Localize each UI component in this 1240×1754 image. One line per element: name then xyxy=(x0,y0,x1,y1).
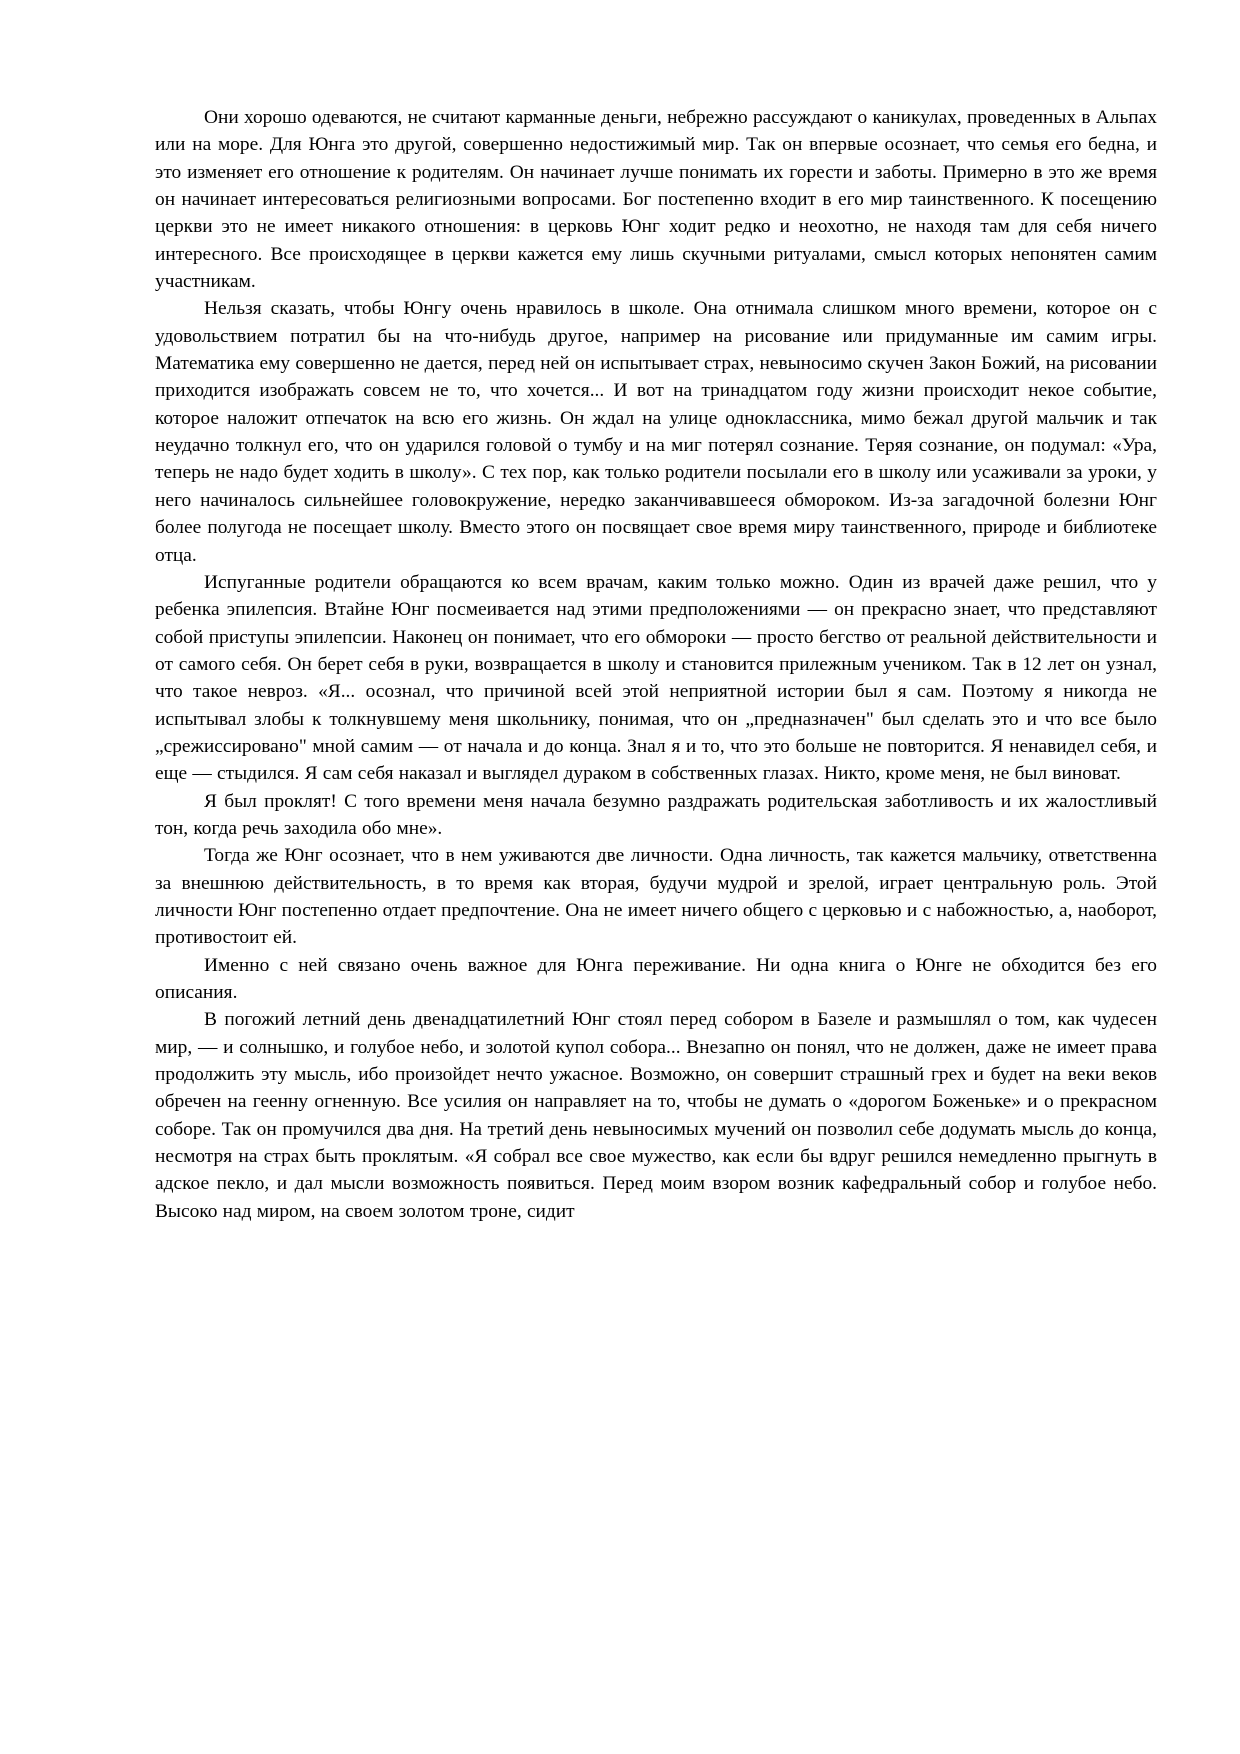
paragraph: Именно с ней связано очень важное для Юнга переживание. Ни одна книга о Юнге не обходится без его описания. xyxy=(155,954,1157,1003)
paragraph: В погожий летний день двенадцатилетний Юнг стоял перед собором в Базеле и размышлял о том, как чудесен мир, — и солнышко, и голубое небо, и золотой купол собора... Внезапно он понял, что не должен, даже не имеет права продолжить эту мысль, ибо произойдет нечто ужасное. Возможно, он совершит страшный грех и будет на веки веков обречен на геенну огненную. Все усилия он направляет на то, чтобы не думать о «дорогом Боженьке» и о прекрасном соборе. Так он промучился два дня. На третий день невыносимых мучений он позволил себе додумать мысль до конца, несмотря на страх быть проклятым. «Я собрал все свое мужество, как если бы вдруг решился немедленно прыгнуть в адское пекло, и дал мысли возможность появиться. Перед моим взором возник кафедральный собор и голубое небо. Высоко над миром, на своем золотом троне, сидит xyxy=(155,1009,1157,1222)
body-text-column xyxy=(155,104,1157,1225)
paragraph: Я был проклят! С того времени меня начала безумно раздражать родительская заботливость и их жалостливый тон, когда речь заходила обо мне». xyxy=(155,790,1157,839)
paragraph: Испуганные родители обращаются ко всем врачам, каким только можно. Один из врачей даже решил, что у ребенка эпилепсия. Втайне Юнг посмеивается над этими предположениями — он прекрасно знает, что представляют собой приступы эпилепсии. Наконец он понимает, что его обмороки — просто бегство от реальной действительности и от самого себя. Он берет себя в руки, возвращается в школу и становится прилежным учеником. Так в 12 лет он узнал, что такое невроз. «Я... осознал, что причиной всей этой неприятной истории был я сам. Поэтому я никогда не испытывал злобы к толкнувшему меня школьнику, понимая, что он „предназначен" был сделать это и что все было „срежиссировано" мной самим — от начала и до конца. Знал я и то, что это больше не повторится. Я ненавидел себя, и еще — стыдился. Я сам себя наказал и выглядел дураком в собственных глазах. Никто, кроме меня, не был виноват. xyxy=(155,571,1157,785)
paragraph: Тогда же Юнг осознает, что в нем уживаются две личности. Одна личность, так кажется мальчику, ответственна за внешнюю действительность, в то время как вторая, будучи мудрой и зрелой, играет центральную роль. Этой личности Юнг постепенно отдает предпочтение. Она не имеет ничего общего с церковью и с набожностью, а, наоборот, противостоит ей. xyxy=(155,845,1157,949)
paragraph: Нельзя сказать, чтобы Юнгу очень нравилось в школе. Она отнимала слишком много времени, которое он с удовольствием потратил бы на что-нибудь другое, например на рисование или придуманные им самим игры. Математика ему совершенно не дается, перед ней он испытывает страх, невыносимо скучен Закон Божий, на рисовании приходится изображать совсем не то, что хочется... И вот на тринадцатом году жизни происходит некое событие, которое наложит отпечаток на всю его жизнь. Он ждал на улице одноклассника, мимо бежал другой мальчик и так неудачно толкнул его, что он ударился головой о тумбу и на миг потерял сознание. Теряя сознание, он подумал: «Ура, теперь не надо будет ходить в школу». С тех пор, как только родители посылали его в школу или усаживали за уроки, у него начиналось сильнейшее головокружение, нередко заканчивавшееся обмороком. Из-за загадочной болезни Юнг более полугода не посещает школу. Вместо этого он посвящает свое время миру таинственного, природе и библиотеке отца. xyxy=(155,298,1157,566)
paragraph: Они хорошо одеваются, не считают карманные деньги, небрежно рассуждают о каникулах, проведенных в Альпах или на море. Для Юнга это другой, совершенно недостижимый мир. Так он впервые осознает, что семья его бедна, и это изменяет его отношение к родителям. Он начинает лучше понимать их горести и заботы. Примерно в это же время он начинает интересоваться религиозными вопросами. Бог постепенно входит в его мир таинственного. К посещению церкви это не имеет никакого отношения: в церковь Юнг ходит редко и неохотно, не находя там для себя ничего интересного. Все происходящее в церкви кажется ему лишь скучными ритуалами, смысл которых непонятен самим участникам. xyxy=(155,107,1157,293)
